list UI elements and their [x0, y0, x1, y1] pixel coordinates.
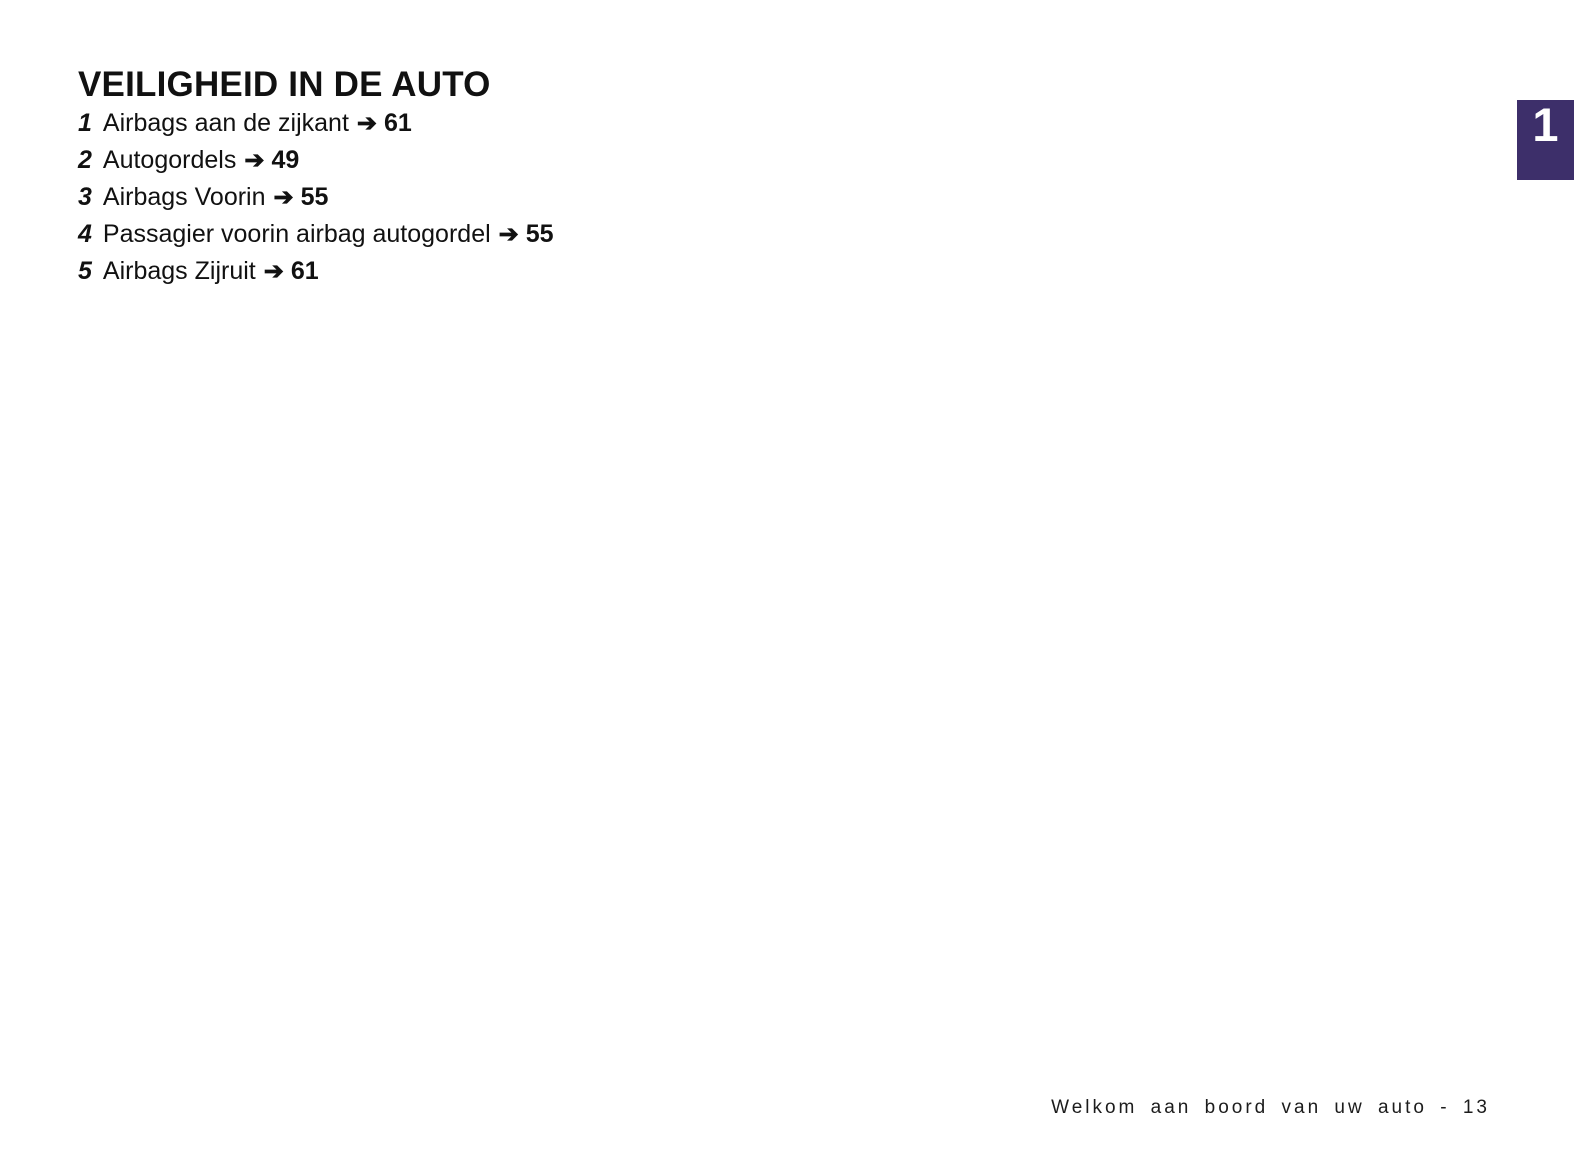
toc-item: [78, 219, 554, 256]
toc-item-label: Airbags Voorin: [102, 183, 266, 211]
toc-item-label: Airbags Zijruit: [102, 257, 256, 285]
toc-item-number: 3: [78, 183, 92, 211]
toc-item-number: 4: [78, 220, 92, 248]
toc-item-pageref: 55: [525, 220, 554, 248]
cross-reference-arrow-icon: ➔: [273, 184, 294, 211]
cross-reference-arrow-icon: ➔: [356, 110, 377, 137]
toc-item-pageref: 55: [300, 183, 329, 211]
toc-item-label: Airbags aan de zijkant: [102, 109, 349, 137]
toc-item-pageref: 61: [384, 109, 412, 137]
chapter-tab: [1517, 100, 1574, 180]
page-title: VEILIGHEID IN DE AUTO: [78, 65, 491, 105]
toc-item-number: 1: [78, 109, 92, 137]
toc-item-number: 5: [78, 257, 92, 285]
toc-item-number: 2: [78, 146, 92, 174]
toc-item: [78, 182, 554, 219]
toc-item-label: Passagier voorin airbag autogordel: [102, 220, 491, 248]
cross-reference-arrow-icon: ➔: [498, 221, 519, 248]
cross-reference-arrow-icon: ➔: [263, 258, 284, 285]
toc-item-pageref: 61: [290, 257, 319, 285]
toc-item: [78, 108, 554, 145]
toc-item: [78, 256, 554, 293]
toc-list: [78, 108, 554, 293]
page-footer: Welkom aan boord van uw auto - 13: [1051, 1097, 1490, 1118]
toc-item: [78, 145, 554, 182]
toc-item-pageref: 49: [271, 146, 300, 174]
chapter-tab-number: 1: [1532, 98, 1559, 151]
cross-reference-arrow-icon: ➔: [244, 147, 265, 174]
toc-item-label: Autogordels: [102, 146, 237, 174]
